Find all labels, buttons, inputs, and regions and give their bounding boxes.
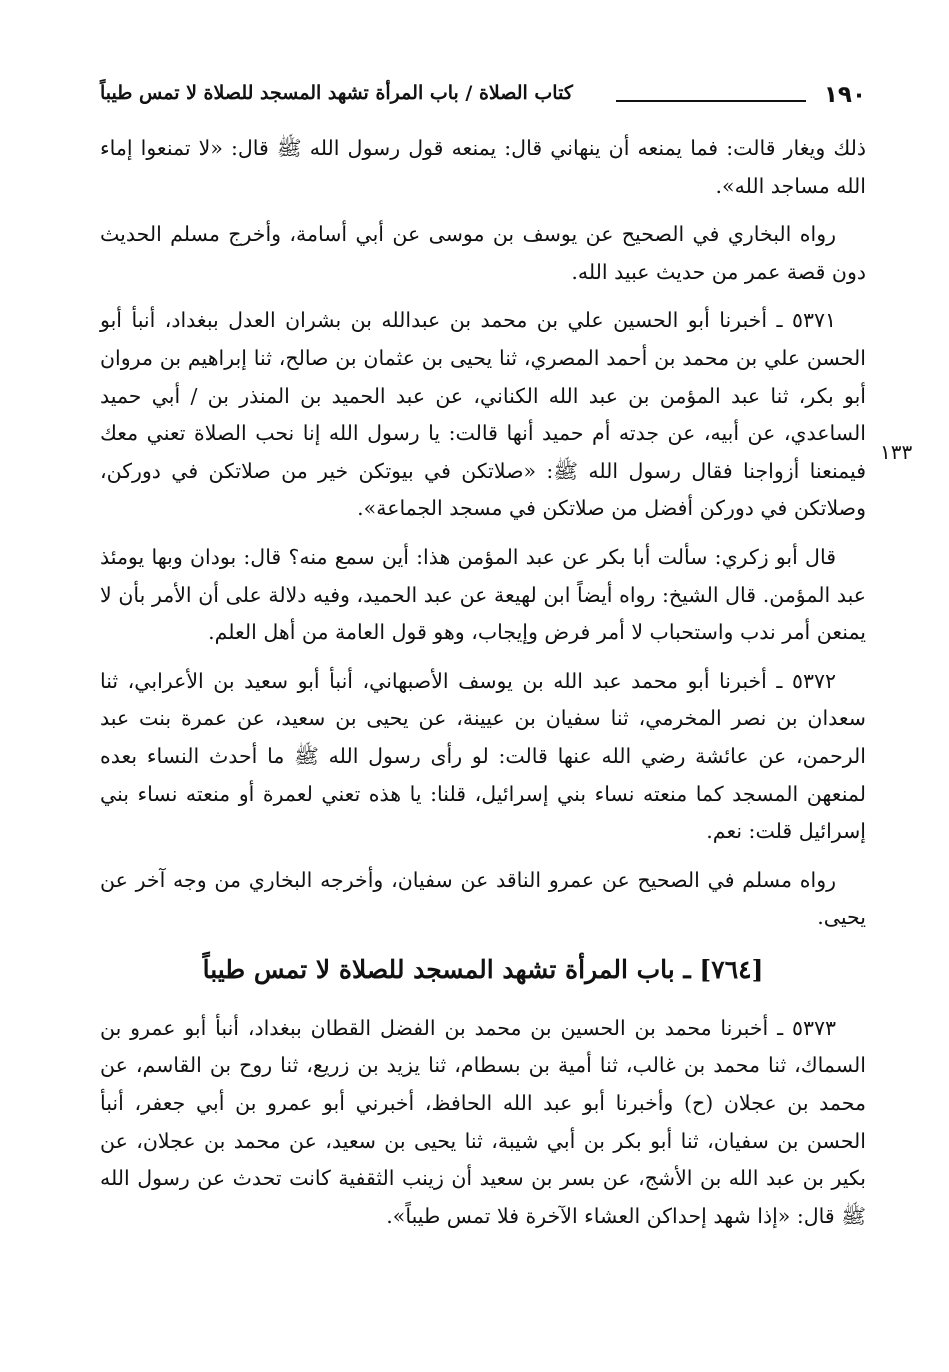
paragraph: ٥٣٧١ ـ أخبرنا أبو الحسين علي بن محمد بن عبدالله بن بشران العدل ببغداد، أنبأ أبو الحسن علي بن محمد بن أحمد المصري، ثنا يحيى بن عثمان بن صالح، ثنا إبراهيم بن مروان أبو بكر، ثنا عبد المؤمن بن عبد الله الكناني، عن عبد الحميد بن المنذر بن / أبي حميد الساعدي، عن أبيه، عن جدته أم حميد أنها قالت: يا رسول الله إنا نحب الصلاة تعني معك فيمنعنا أزواجنا فقال رسول الله ﷺ: «صلاتكن في بيوتكن خير من صلاتكن في دوركن، وصلاتكن في دوركن أفضل من صلاتكن في مسجد الجماعة». — [100, 308, 866, 521]
paragraph: ذلك ويغار قالت: فما يمنعه أن ينهاني قال: يمنعه قول رسول الله ﷺ قال: «لا تمنعوا إماء الله مساجد الله». — [100, 136, 866, 198]
paragraph: قال أبو زكري: سألت أبا بكر عن عبد المؤمن هذا: أين سمع منه؟ قال: بودان وبها يومئذ عبد المؤمن. قال الشيخ: رواه أيضاً ابن لهيعة عن عبد الحميد، وفيه دلالة على أن الأمر بأن لا يمنعن أمر ندب واستحباب لا أمر فرض وإيجاب، وهو قول العامة من أهل العلم. — [100, 544, 866, 645]
paragraph: ٥٣٧٣ ـ أخبرنا محمد بن الحسين بن محمد بن الفضل القطان ببغداد، أنبأ أبو عمرو بن السماك، ثنا محمد بن غالب، ثنا أمية بن بسطام، ثنا يزيد بن زريع، ثنا روح بن القاسم، عن محمد بن عجلان (ح) وأخبرنا أبو عبد الله الحافظ، أخبرني أبو عمرو بن أبي جعفر، أنبأ الحسن بن سفيان، ثنا أبو بكر بن أبي شيبة، ثنا يحيى بن سعيد، عن محمد بن عجلان، عن بكير بن عبد الله بن الأشج، عن بسر بن سعيد أن زينب الثقفية كانت تحدث عن رسول الله ﷺ قال: «إذا شهد إحداكن العشاء الآخرة فلا تمس طيباً». — [100, 1015, 866, 1228]
paragraph: رواه مسلم في الصحيح عن عمرو الناقد عن سفيان، وأخرجه البخاري من وجه آخر عن يحيى. — [100, 867, 866, 930]
paragraph: ٥٣٧٢ ـ أخبرنا أبو محمد عبد الله بن يوسف الأصبهاني، أنبأ أبو سعيد بن الأعرابي، ثنا سعدان بن نصر المخرمي، ثنا سفيان بن عيينة، عن يحيى بن سعيد، عن عمرة بنت عبد الرحمن، عن عائشة رضي الله عنها قالت: لو رأى رسول الله ﷺ ما أحدث النساء بعده لمنعهن المسجد كما منعته نساء بني إسرائيل، قلنا: يا هذه تعني لعمرة أو منعته نساء بني إسرائيل قلت: نعم. — [100, 668, 866, 844]
margin-volume-page-number: ١٣٣ — [880, 440, 913, 464]
header-rule — [616, 100, 806, 102]
chapter-heading: [٧٦٤] ـ باب المرأة تشهد المسجد للصلاة لا تمس طيباً — [202, 954, 764, 984]
page-header — [100, 78, 866, 114]
paragraph: رواه البخاري في الصحيح عن يوسف بن موسى عن أبي أسامة، وأخرج مسلم الحديث دون قصة عمر من حديث عبيد الله. — [100, 222, 866, 284]
page-number: ١٩٠ — [823, 82, 866, 108]
page-body — [100, 130, 866, 1246]
running-title: كتاب الصلاة / باب المرأة تشهد المسجد للصلاة لا تمس طيباً — [100, 82, 573, 104]
